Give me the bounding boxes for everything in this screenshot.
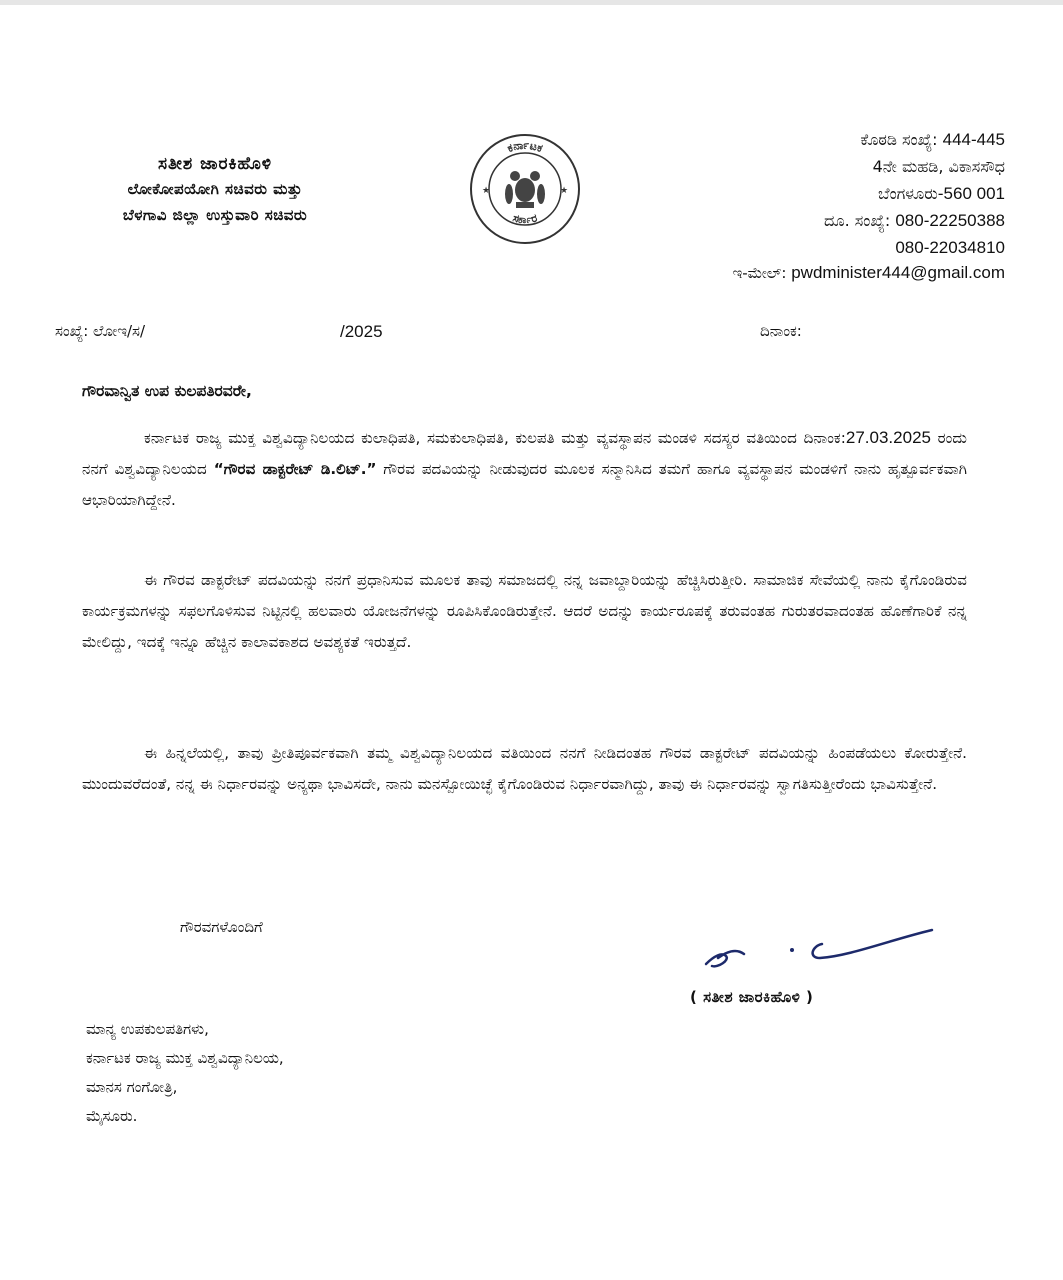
award-date: 27.03.2025	[845, 428, 931, 447]
city-row	[685, 180, 1005, 207]
paragraph-1	[82, 422, 967, 516]
room-label: ಕೊಠಡಿ ಸಂಖ್ಯೆ:	[860, 130, 938, 149]
paragraph-3	[82, 738, 967, 800]
top-border	[0, 0, 1063, 5]
paragraph-3-text: ಈ ಹಿನ್ನಲೆಯಲ್ಲಿ, ತಾವು ಪ್ರೀತಿಪೂರ್ವಕವಾಗಿ ತಮ್ಮ ವಿಶ್ವವಿದ್ಯಾನಿಲಯದ ವತಿಯಿಂದ ನನಗೆ ನೀಡಿದಂತಹ ಗೌರವ ಡಾಕ್ಟರೇಟ್ ಪದವಿಯನ್ನು ಹಿಂಪಡೆಯಲು ಕೋರುತ್ತೇನೆ. ಮುಂದುವರೆದಂತೆ, ನನ್ನ ಈ ನಿರ್ಧಾರವನ್ನು ಅನ್ಯಥಾ ಭಾವಿಸದೇ, ನಾನು ಮನಸ್ಪೋಯಿಚ್ಛೆ ಕೈಗೊಂಡಿರುವ ನಿರ್ಧಾರವಾಗಿದ್ದು, ತಾವು ಈ ನಿರ್ಧಾರವನ್ನು ಸ್ವಾಗತಿಸುತ್ತೀರೆಂದು ಭಾವಿಸುತ್ತೇನೆ.	[82, 744, 967, 793]
email-address: pwdminister444@gmail.com	[791, 263, 1005, 282]
salutation: ಗೌರವಾನ್ವಿತ ಉಪ ಕುಲಪತಿರವರೇ,	[82, 382, 252, 400]
email-label: ಇ-ಮೇಲ್:	[732, 264, 787, 282]
recipient-line3: ಮಾನಸ ಗಂಗೋತ್ರಿ,	[86, 1078, 178, 1096]
sender-title-line1: ಲೋಕೋಪಯೋಗಿ ಸಚಿವರು ಮತ್ತು	[127, 180, 303, 198]
sender-title-line2: ಬೆಳಗಾವಿ ಜಿಲ್ಲಾ ಉಸ್ತುವಾರಿ ಸಚಿವರು	[122, 206, 308, 224]
reference-year: /2025	[340, 322, 383, 341]
paragraph-2-text: ಈ ಗೌರವ ಡಾಕ್ಟರೇಟ್ ಪದವಿಯನ್ನು ನನಗೆ ಪ್ರಧಾನಿಸುವ ಮೂಲಕ ತಾವು ಸಮಾಜದಲ್ಲಿ ನನ್ನ ಜವಾಬ್ದಾರಿಯನ್ನು ಹೆಚ್ಚಿಸಿರುತ್ತೀರಿ. ಸಾಮಾಜಿಕ ಸೇವೆಯಲ್ಲಿ ನಾನು ಕೈಗೊಂಡಿರುವ ಕಾರ್ಯಕ್ರಮಗಳನ್ನು ಸಫಲಗೊಳಿಸುವ ನಿಟ್ಟಿನಲ್ಲಿ ಹಲವಾರು ಯೋಜನೆಗಳನ್ನು ರೂಪಿಸಿಕೊಂಡಿರುತ್ತೇನೆ. ಆದರೆ ಅದನ್ನು ಕಾರ್ಯರೂಪಕ್ಕೆ ತರುವಂತಹ ಗುರುತರವಾದಂತಹ ಹೊಣೆಗಾರಿಕೆ ನನ್ನ ಮೇಲಿದ್ದು, ಇದಕ್ಕೆ ಇನ್ನೂ ಹೆಚ್ಚಿನ ಕಾಲಾವಕಾಶದ ಅವಶ್ಯಕತೆ ಇರುತ್ತದೆ.	[82, 571, 967, 651]
signatory-name: ( ಸತೀಶ ಜಾರಕಿಹೊಳಿ )	[690, 988, 814, 1006]
recipient-line1: ಮಾನ್ಯ ಉಪಕುಲಪತಿಗಳು,	[86, 1020, 209, 1038]
recipient-line4: ಮೈಸೂರು.	[86, 1107, 138, 1125]
recipient-line2: ಕರ್ನಾಟಕ ರಾಜ್ಯ ಮುಕ್ತ ವಿಶ್ವವಿದ್ಯಾನಿಲಯ,	[86, 1049, 284, 1067]
svg-text:ಸರ್ಕಾರ	[511, 211, 539, 226]
paragraph-1-part2: ರಂದು ನನಗೆ ವಿಶ್ವವಿದ್ಯಾನಿಲಯದ	[82, 429, 968, 478]
recipient-block	[86, 1015, 284, 1131]
phone-row	[685, 207, 1005, 234]
floor-line: 4ನೇ ಮಹಡಿ, ವಿಕಾಸಸೌಧ	[872, 157, 1005, 176]
date-label: ದಿನಾಂಕ:	[760, 322, 802, 340]
phone-label: ದೂ. ಸಂಖ್ಯೆ:	[824, 211, 891, 230]
handwritten-signature-icon	[700, 918, 940, 978]
email-row	[732, 263, 1005, 283]
phone-number-1: 080-22250388	[895, 211, 1005, 230]
karnataka-emblem-icon	[468, 132, 582, 246]
emblem-bottom-text: ಸರ್ಕಾರ	[511, 211, 539, 227]
reference-number: ಸಂಖ್ಯೆ: ಲೋಇ/ಸ/	[55, 322, 146, 340]
city-pin: 560 001	[943, 184, 1005, 203]
emblem-top-text: ಕರ್ನಾಟಕ	[505, 138, 545, 156]
city-label: ಬೆಂಗಳೂರು-	[878, 184, 944, 203]
paragraph-1-part3: ಗೌರವ ಪದವಿಯನ್ನು ನೀಡುವುದರ ಮೂಲಕ ಸನ್ಮಾನಿಸಿದ ತಮಗೆ ಹಾಗೂ ವ್ಯವಸ್ಥಾಪನ ಮಂಡಳಿಗೆ ನಾನು ಹೃತ್ಪೂರ್ವಕವಾಗಿ ಆಭಾರಿಯಾಗಿದ್ದೇನೆ.	[82, 460, 968, 509]
sender-block	[55, 152, 375, 228]
closing-text: ಗೌರವಗಳೊಂದಿಗೆ	[180, 918, 263, 936]
address-block	[685, 126, 1005, 261]
svg-text:★: ★	[482, 186, 491, 196]
paragraph-2	[82, 565, 967, 658]
sender-name: ಸತೀಶ ಜಾರಕಿಹೊಳಿ	[157, 154, 273, 174]
room-value: 444-445	[942, 130, 1005, 149]
phone-number-2: 080-22034810	[895, 238, 1005, 257]
svg-text:★: ★	[560, 186, 569, 196]
paragraph-1-part1: ಕರ್ನಾಟಕ ರಾಜ್ಯ ಮುಕ್ತ ವಿಶ್ವವಿದ್ಯಾನಿಲಯದ ಕುಲಾಧಿಪತಿ, ಸಮಕುಲಾಧಿಪತಿ, ಕುಲಪತಿ ಮತ್ತು ವ್ಯವಸ್ಥಾಪನ ಮಂಡಳಿ ಸದಸ್ಯರ ವತಿಯಿಂದ ದಿನಾಂಕ:	[144, 429, 846, 447]
degree-name: “ಗೌರವ ಡಾಕ್ಟರೇಟ್ ಡಿ.ಲಿಟ್.”	[213, 460, 377, 478]
phone-row-2	[685, 234, 1005, 261]
room-row	[685, 126, 1005, 153]
